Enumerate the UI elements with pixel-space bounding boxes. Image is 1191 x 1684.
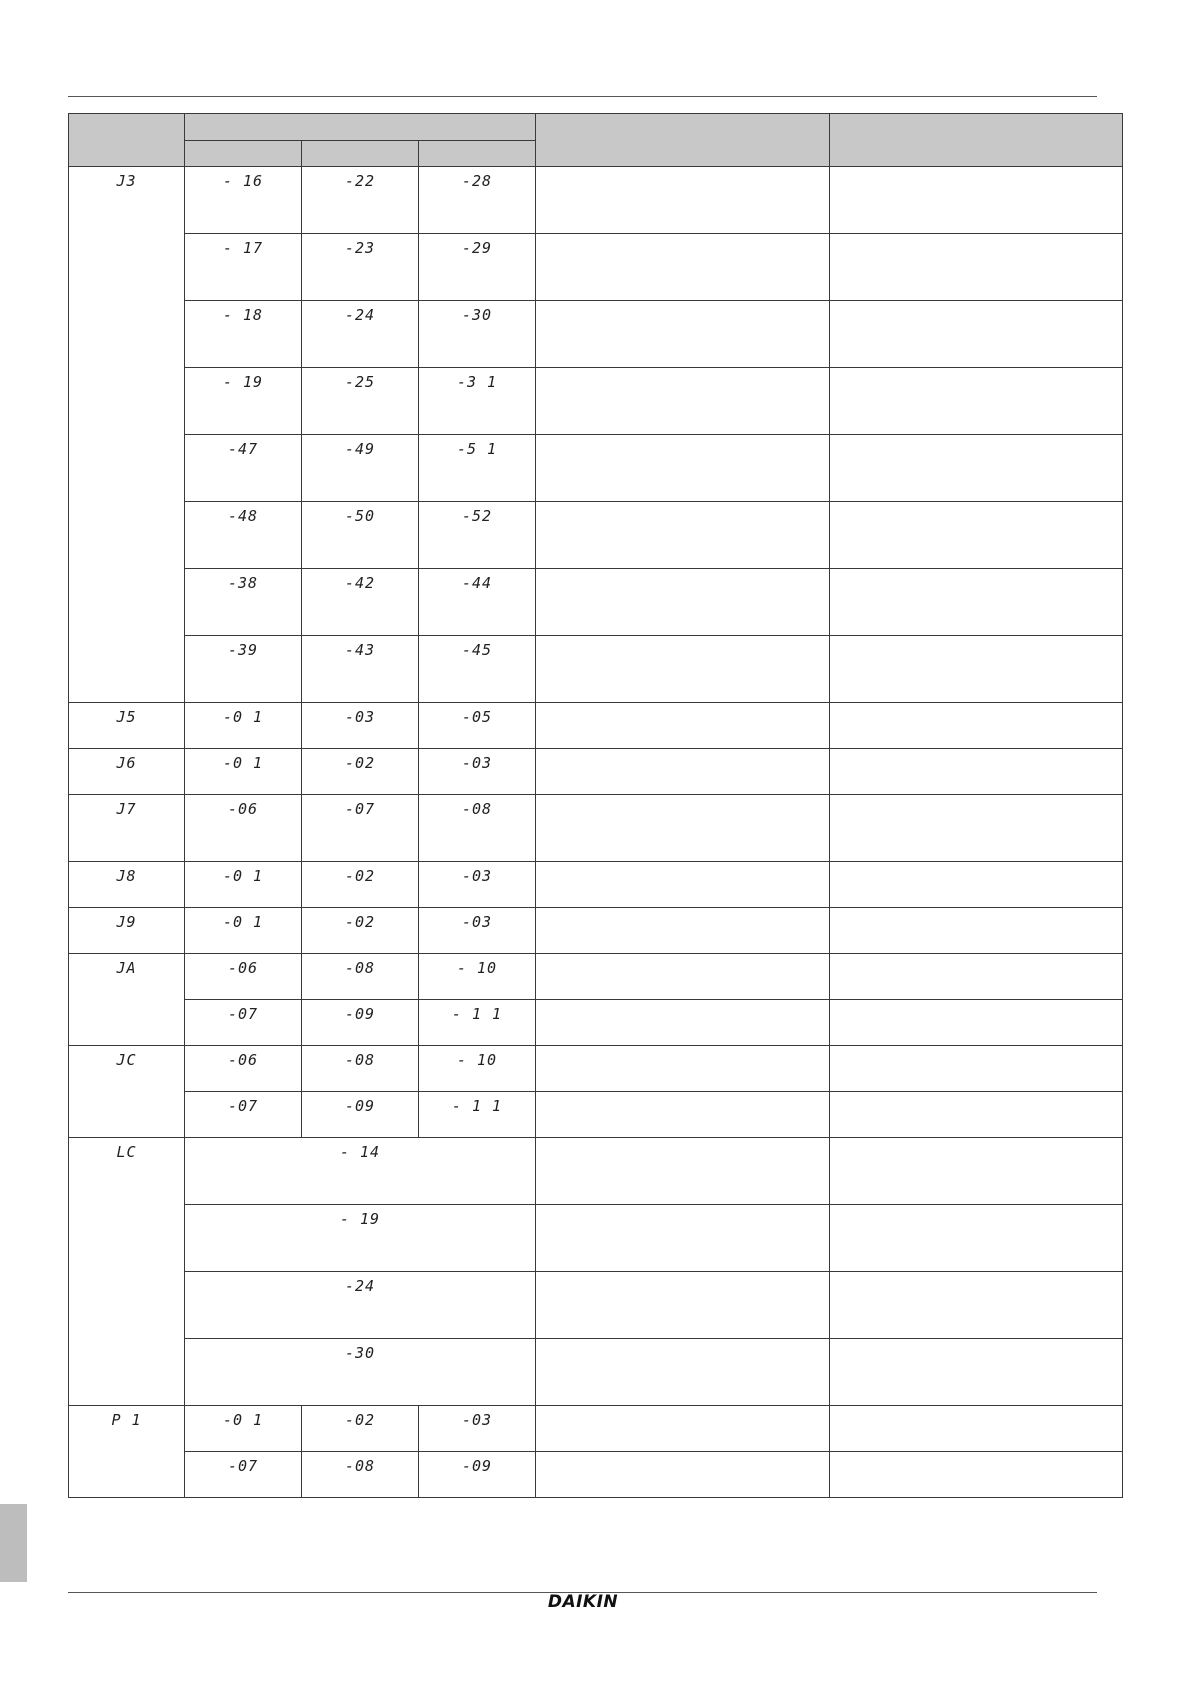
sub-code: -05 [461,708,493,726]
main-code: J8 [116,867,137,885]
solution-cell [830,1406,1123,1452]
sub-code: -03 [461,754,493,772]
sub-code-cell [419,636,536,703]
sub-code: -24 [344,1277,376,1295]
sub-code-cell [302,569,419,636]
header-sub-col-1 [185,141,302,167]
main-code-cell [69,703,185,749]
description-cell [536,1452,830,1498]
sub-code: -22 [344,172,376,190]
table-row [69,1000,1123,1046]
sub-code: -0 1 [222,913,264,931]
sub-code: -47 [227,440,259,458]
solution-cell [830,862,1123,908]
sub-code-cell [185,954,302,1000]
sub-code-cell [419,749,536,795]
sub-code: -39 [227,641,259,659]
table-row [69,1406,1123,1452]
description-cell [536,795,830,862]
description-cell [536,1138,830,1205]
main-code-cell [69,954,185,1046]
solution-cell [830,1272,1123,1339]
table-row [69,795,1123,862]
sub-code: - 18 [222,306,264,324]
main-code: J7 [116,800,137,818]
solution-cell [830,301,1123,368]
solution-cell [830,908,1123,954]
sub-code-cell [185,569,302,636]
sub-code: -03 [344,708,376,726]
sub-code: -28 [461,172,493,190]
description-cell [536,1000,830,1046]
sub-code-cell [302,234,419,301]
error-code-table [68,113,1123,1498]
sub-code: -42 [344,574,376,592]
table-row [69,435,1123,502]
sub-code: -06 [227,1051,259,1069]
table-row [69,1046,1123,1092]
sub-code-cell [419,908,536,954]
sub-code: -03 [461,1411,493,1429]
table-row [69,301,1123,368]
sub-code-cell [185,1046,302,1092]
main-code: J3 [116,172,137,190]
sub-code-cell [419,569,536,636]
sub-code-cell [419,795,536,862]
table-row [69,1205,1123,1272]
header-rule [68,96,1097,97]
solution-cell [830,569,1123,636]
table-row [69,636,1123,703]
sub-code-cell [185,795,302,862]
description-cell [536,368,830,435]
sub-code-cell [302,301,419,368]
table-row [69,167,1123,234]
description-cell [536,749,830,795]
description-cell [536,1205,830,1272]
sub-code-cell [185,502,302,569]
sub-code: -02 [344,913,376,931]
solution-cell [830,795,1123,862]
description-cell [536,502,830,569]
description-cell [536,1339,830,1406]
sub-code: -30 [344,1344,376,1362]
main-code: J9 [116,913,137,931]
sub-code: -25 [344,373,376,391]
sub-code: - 1 1 [451,1005,503,1023]
main-code: P 1 [111,1411,142,1429]
solution-cell [830,167,1123,234]
header-solution [830,114,1123,167]
main-code: J6 [116,754,137,772]
sub-code: -0 1 [222,754,264,772]
header-sub-col-2 [302,141,419,167]
sub-code: -52 [461,507,493,525]
sub-code-cell [419,1046,536,1092]
description-cell [536,1046,830,1092]
sub-code: -38 [227,574,259,592]
sub-code: -07 [227,1457,259,1475]
sub-code-cell [302,749,419,795]
main-code: JA [116,959,137,977]
sub-code: -07 [227,1005,259,1023]
sub-code: -43 [344,641,376,659]
sub-code-cell [419,167,536,234]
sub-code-cell [302,954,419,1000]
sub-code: -09 [344,1005,376,1023]
solution-cell [830,1452,1123,1498]
sub-code-cell [419,1452,536,1498]
sub-code: -45 [461,641,493,659]
sub-code: -23 [344,239,376,257]
description-cell [536,234,830,301]
sub-code: -08 [344,959,376,977]
description-cell [536,301,830,368]
sub-code-cell [185,749,302,795]
main-code-cell [69,862,185,908]
solution-cell [830,1138,1123,1205]
sub-code-cell [185,1406,302,1452]
solution-cell [830,1339,1123,1406]
description-cell [536,569,830,636]
sub-code-cell [185,862,302,908]
table-row [69,1272,1123,1339]
sub-code-cell [419,234,536,301]
sub-code-cell [302,1000,419,1046]
sub-code: -02 [344,754,376,772]
sub-code: -02 [344,867,376,885]
sub-code-cell [185,636,302,703]
sub-code-cell [185,703,302,749]
sub-code: -07 [227,1097,259,1115]
solution-cell [830,703,1123,749]
sub-code: -50 [344,507,376,525]
table-row [69,954,1123,1000]
sub-code-cell [185,1092,302,1138]
sub-code: - 10 [456,1051,498,1069]
sub-code-cell [302,908,419,954]
description-cell [536,435,830,502]
main-code: JC [116,1051,137,1069]
solution-cell [830,1205,1123,1272]
description-cell [536,908,830,954]
sub-code: - 16 [222,172,264,190]
sub-code-cell [302,502,419,569]
sub-code: - 19 [222,373,264,391]
main-code-cell [69,908,185,954]
solution-cell [830,954,1123,1000]
sub-code-cell [419,862,536,908]
description-cell [536,703,830,749]
sub-code-cell [302,795,419,862]
sub-code-cell [302,862,419,908]
description-cell [536,862,830,908]
sub-code-cell [302,636,419,703]
sub-code-cell [419,1000,536,1046]
solution-cell [830,1046,1123,1092]
sub-code: - 10 [456,959,498,977]
sub-code: -02 [344,1411,376,1429]
solution-cell [830,1000,1123,1046]
solution-cell [830,234,1123,301]
main-code: LC [116,1143,137,1161]
main-code: J5 [116,708,137,726]
sub-code: -3 1 [456,373,498,391]
sub-code: -48 [227,507,259,525]
sub-code-cell [302,167,419,234]
sub-code: -44 [461,574,493,592]
sub-code: -08 [461,800,493,818]
solution-cell [830,502,1123,569]
solution-cell [830,1092,1123,1138]
sub-code-cell [302,435,419,502]
sub-code: -09 [344,1097,376,1115]
sub-code-cell [419,368,536,435]
sub-code-cell [185,1452,302,1498]
sub-code: -09 [461,1457,493,1475]
description-cell [536,1272,830,1339]
sub-code: - 1 1 [451,1097,503,1115]
description-cell [536,954,830,1000]
merged-sub-code-cell [185,1272,536,1339]
main-code-cell [69,1406,185,1498]
sub-code-cell [302,1406,419,1452]
sub-code: -49 [344,440,376,458]
sub-code: -06 [227,800,259,818]
sub-code-cell [185,908,302,954]
merged-sub-code-cell [185,1138,536,1205]
sub-code-cell [185,301,302,368]
sub-code: -08 [344,1051,376,1069]
sub-code: -06 [227,959,259,977]
main-code-cell [69,1046,185,1138]
sub-code-cell [419,301,536,368]
sub-code: -0 1 [222,1411,264,1429]
table-row [69,234,1123,301]
sub-code-cell [185,368,302,435]
header-main-code [69,114,185,167]
table-row [69,569,1123,636]
sub-code-cell [302,1452,419,1498]
sub-code-cell [185,1000,302,1046]
table-row [69,1339,1123,1406]
description-cell [536,636,830,703]
merged-sub-code-cell [185,1205,536,1272]
chapter-tab [0,1504,27,1582]
sub-code: -29 [461,239,493,257]
sub-code-cell [419,954,536,1000]
table-row [69,368,1123,435]
sub-code-cell [302,368,419,435]
table-row [69,862,1123,908]
table-row [69,1452,1123,1498]
table-row [69,749,1123,795]
sub-code-cell [419,1406,536,1452]
sub-code: -0 1 [222,708,264,726]
sub-code: - 14 [339,1143,381,1161]
sub-code-cell [419,703,536,749]
sub-code-cell [185,435,302,502]
table-row [69,502,1123,569]
table-row [69,703,1123,749]
sub-code-cell [185,234,302,301]
solution-cell [830,368,1123,435]
sub-code: -30 [461,306,493,324]
header-sub-code [185,114,536,141]
sub-code: -03 [461,867,493,885]
description-cell [536,1406,830,1452]
sub-code: -08 [344,1457,376,1475]
sub-code-cell [302,1092,419,1138]
sub-code: -5 1 [456,440,498,458]
sub-code: -03 [461,913,493,931]
solution-cell [830,636,1123,703]
daikin-logo: DAIKIN [547,1592,619,1612]
description-cell [536,167,830,234]
header-sub-col-3 [419,141,536,167]
sub-code-cell [185,167,302,234]
table-row [69,1138,1123,1205]
description-cell [536,1092,830,1138]
table-row [69,1092,1123,1138]
sub-code-cell [419,435,536,502]
sub-code: - 19 [339,1210,381,1228]
sub-code: -24 [344,306,376,324]
main-code-cell [69,795,185,862]
table-row [69,908,1123,954]
header-description [536,114,830,167]
sub-code-cell [302,703,419,749]
sub-code-cell [419,1092,536,1138]
main-code-cell [69,1138,185,1406]
sub-code-cell [419,502,536,569]
main-code-cell [69,749,185,795]
sub-code: -0 1 [222,867,264,885]
solution-cell [830,435,1123,502]
merged-sub-code-cell [185,1339,536,1406]
sub-code: -07 [344,800,376,818]
sub-code: - 17 [222,239,264,257]
main-code-cell [69,167,185,703]
solution-cell [830,749,1123,795]
sub-code-cell [302,1046,419,1092]
